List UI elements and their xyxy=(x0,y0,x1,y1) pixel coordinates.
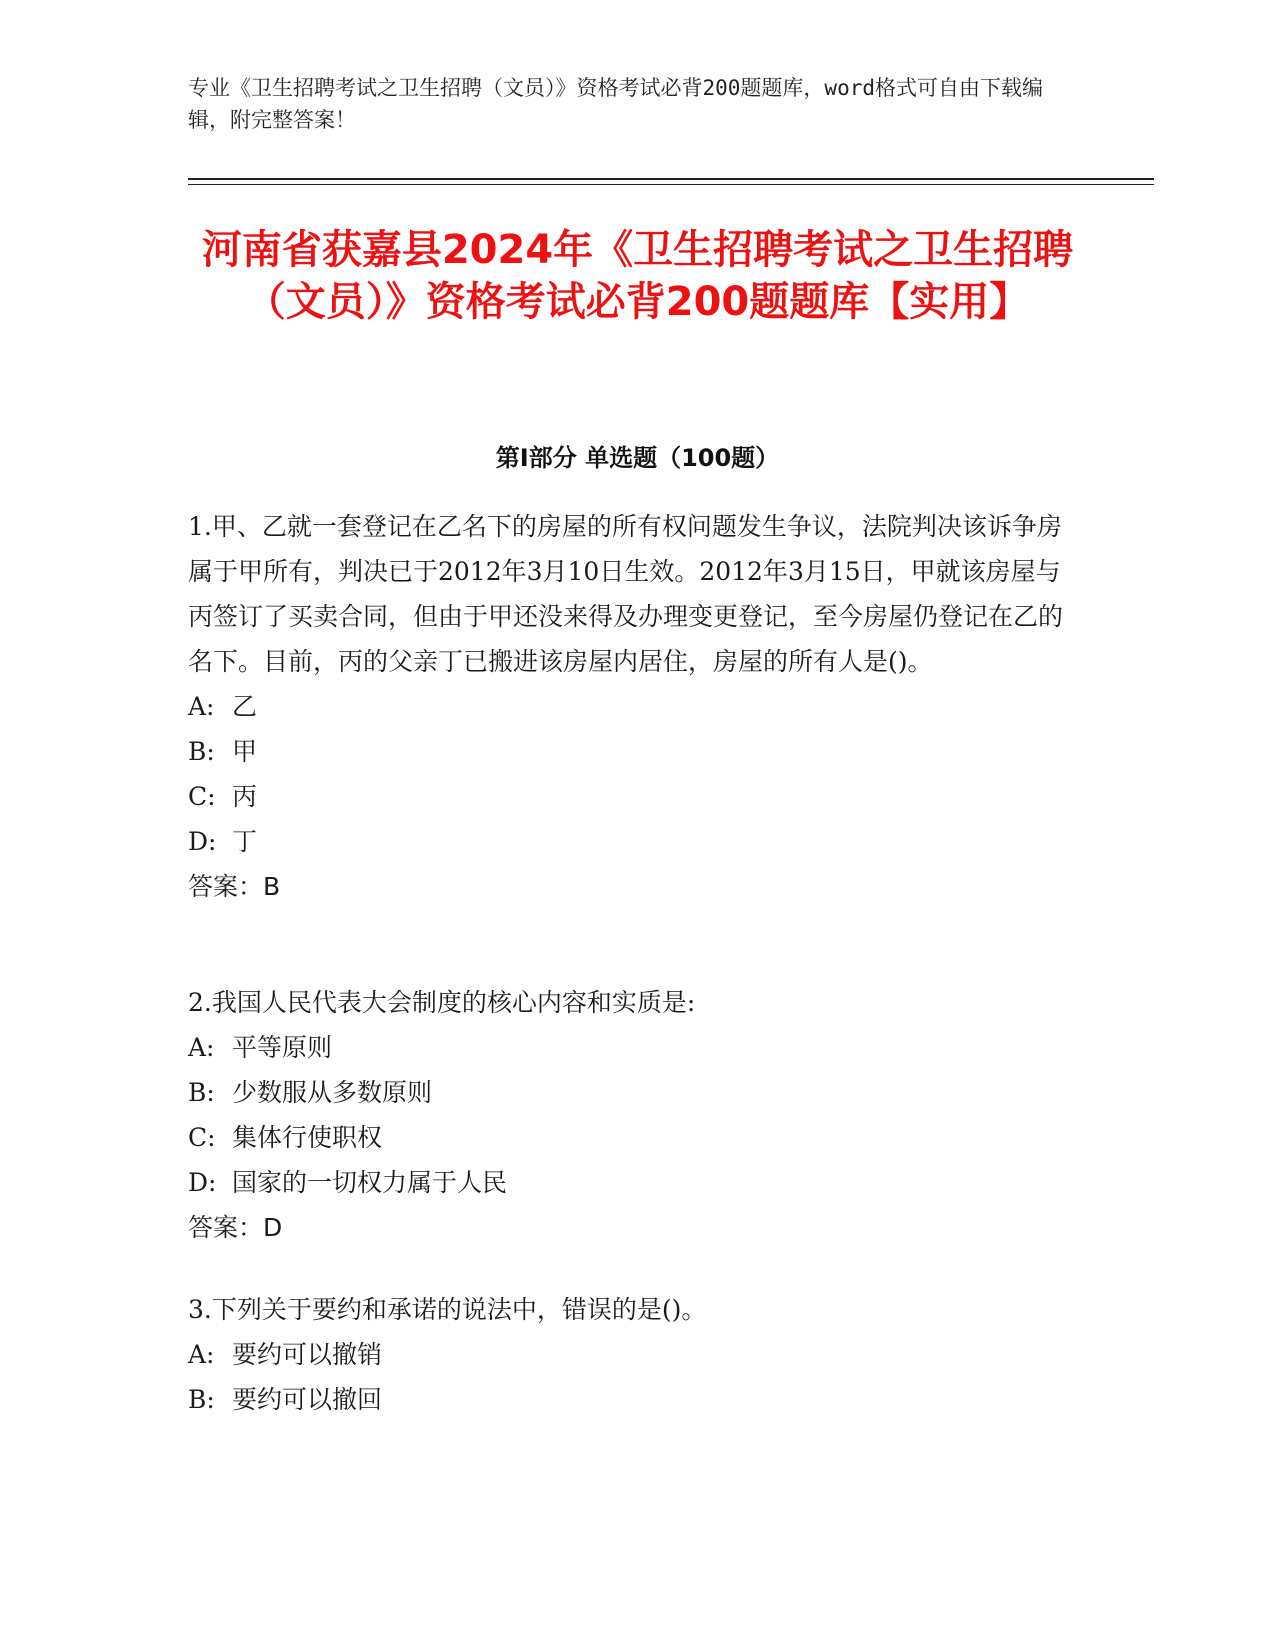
option-text: 丙 xyxy=(232,782,258,811)
question-stem: 2.我国人民代表大会制度的核心内容和实质是: xyxy=(188,988,696,1017)
option-b xyxy=(188,1377,1078,1422)
option-text: 平等原则 xyxy=(232,1033,333,1062)
option-text: 少数服从多数原则 xyxy=(232,1078,433,1107)
option-text: 集体行使职权 xyxy=(232,1123,383,1152)
answer-line: 答案：B xyxy=(188,872,281,901)
option-text: 甲 xyxy=(232,737,258,766)
option-b xyxy=(188,1070,1078,1115)
question-stem: 1.甲、乙就一套登记在乙名下的房屋的所有权问题发生争议，法院判决该诉争房属于甲所有，判决已于2012年3月10日生效。2012年3月15日，甲就该房屋与丙签订了买卖合同，但由于甲还没来得及办理变更登记，至今房屋仍登记在乙的名下。目前，丙的父亲丁已搬进该房屋内居住，房屋的所有人是()。 xyxy=(188,512,1064,676)
section-heading: 第I部分 单选题（100题） xyxy=(495,444,780,472)
option-letter: A: xyxy=(188,1033,215,1062)
option-d xyxy=(188,819,1078,864)
option-letter: C: xyxy=(188,1123,216,1152)
option-letter: A: xyxy=(188,692,215,721)
option-letter: D: xyxy=(188,1168,217,1197)
option-text: 国家的一切权力属于人民 xyxy=(232,1168,508,1197)
option-text: 丁 xyxy=(232,827,258,856)
option-c xyxy=(188,1115,1078,1160)
option-c xyxy=(188,774,1078,819)
option-letter: D: xyxy=(188,827,217,856)
question-3 xyxy=(188,1287,1078,1422)
question-1 xyxy=(188,504,1078,909)
header-divider-thick xyxy=(188,178,1154,180)
option-letter: B: xyxy=(188,1078,215,1107)
option-text: 乙 xyxy=(232,692,258,721)
header-note: 专业《卫生招聘考试之卫生招聘（文员）》资格考试必背200题题库，word格式可自由下载编辑，附完整答案！ xyxy=(188,76,1043,132)
option-letter: C: xyxy=(188,782,216,811)
document-title: 河南省获嘉县2024年《卫生招聘考试之卫生招聘（文员）》资格考试必背200题题库【实用】 xyxy=(201,227,1074,325)
option-d xyxy=(188,1160,1078,1205)
question-stem: 3.下列关于要约和承诺的说法中，错误的是()。 xyxy=(188,1295,707,1324)
header-divider-thin xyxy=(188,184,1154,185)
option-text: 要约可以撤销 xyxy=(232,1340,383,1369)
option-a xyxy=(188,1332,1078,1377)
option-b xyxy=(188,729,1078,774)
option-a xyxy=(188,684,1078,729)
option-letter: B: xyxy=(188,737,215,766)
answer-line: 答案：D xyxy=(188,1213,283,1242)
option-a xyxy=(188,1025,1078,1070)
option-text: 要约可以撤回 xyxy=(232,1385,383,1414)
question-2 xyxy=(188,980,1078,1250)
option-letter: B: xyxy=(188,1385,215,1414)
option-letter: A: xyxy=(188,1340,215,1369)
